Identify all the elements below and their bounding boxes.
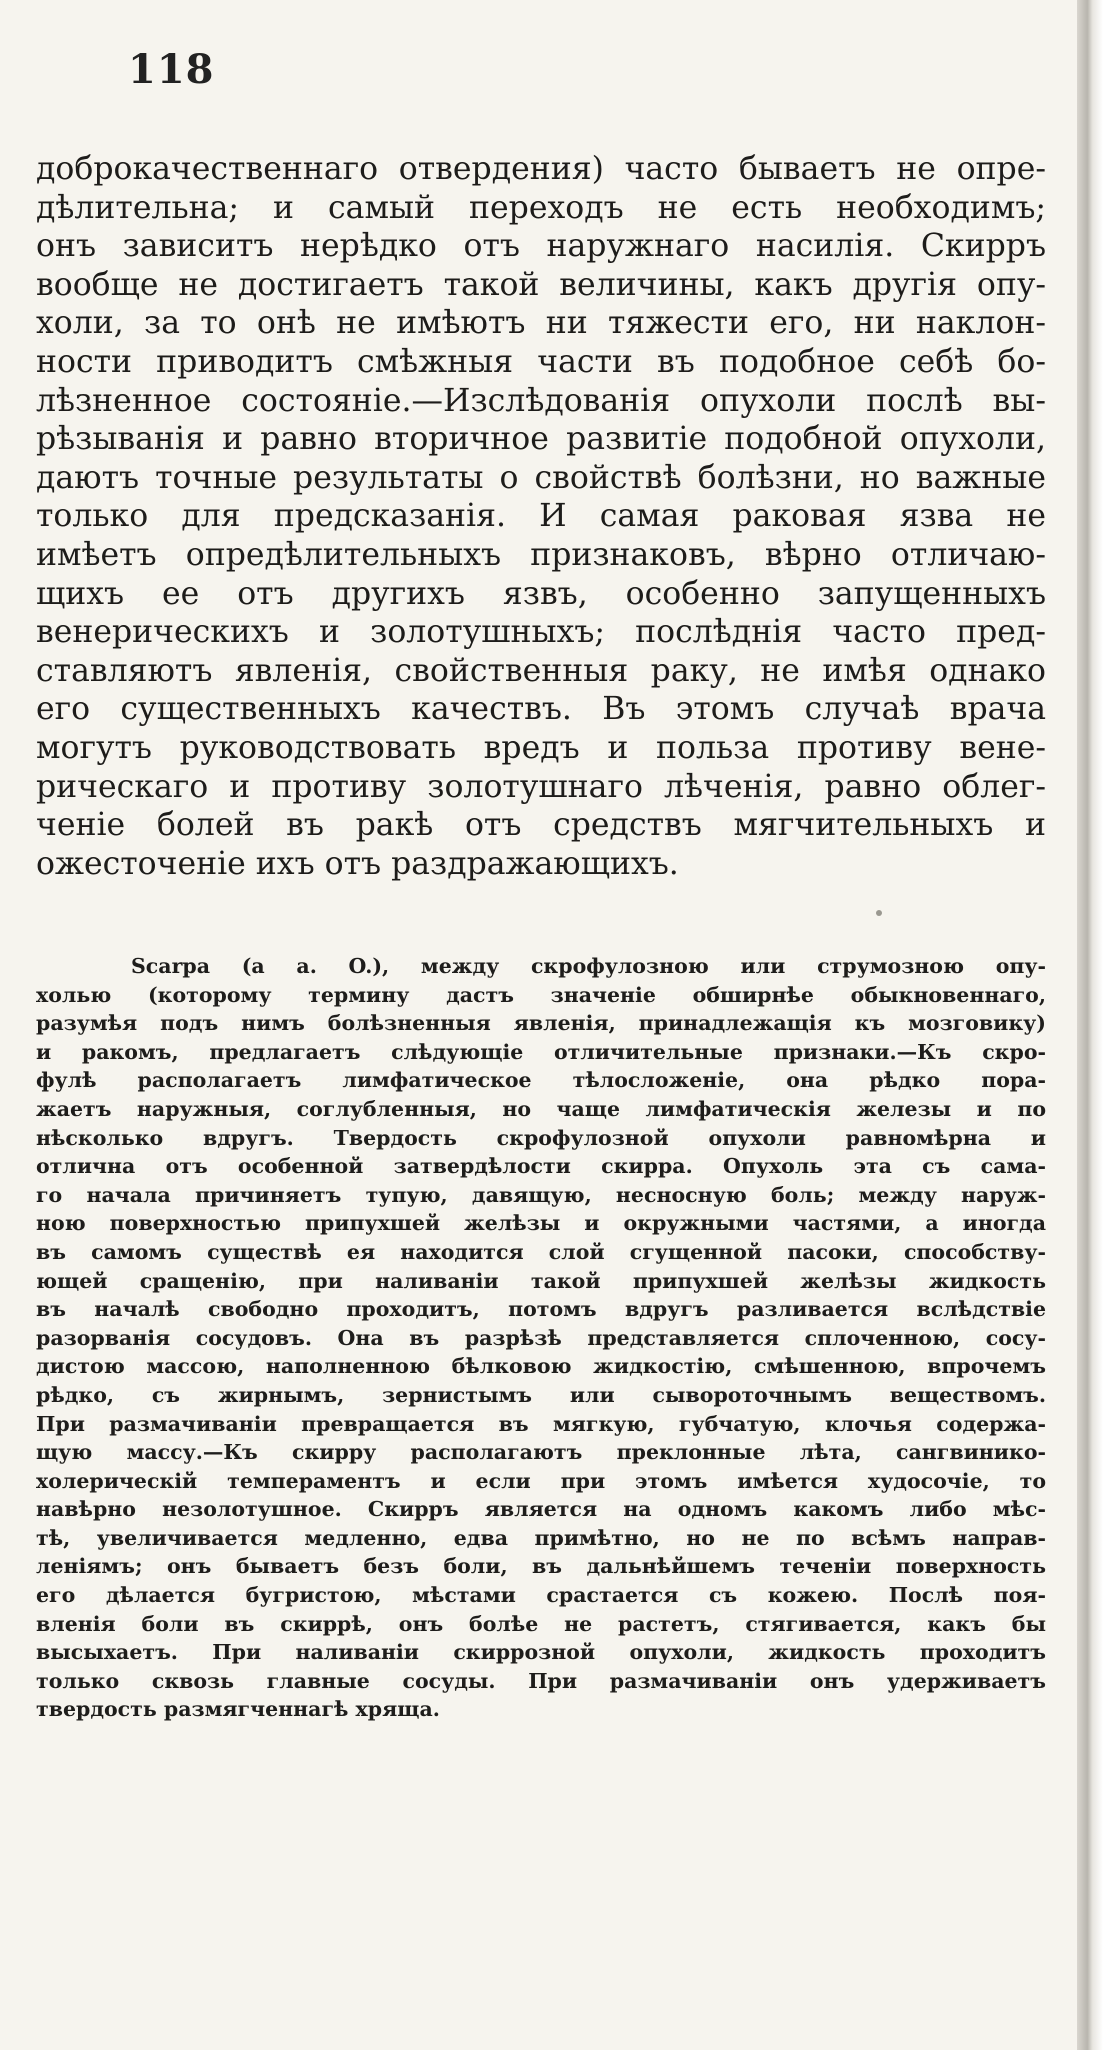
text-line: могутъ руководствовать вредъ и польза противу вене- [36,729,1046,766]
page-number: 118 [128,46,215,93]
text-line: ности приводитъ смѣжныя части въ подобное себѣ бо- [36,343,1046,380]
text-line: ожесточеніе ихъ отъ раздражающихъ. [36,845,679,882]
footnote-line: го начала причиняетъ тупую, давящую, несносную боль; между наруж- [36,1182,1046,1207]
footnote-line: твердость размягченнагѣ хряща. [36,1697,440,1722]
text-line: рическаго и противу золотушнаго лѣченія, равно облег- [36,768,1046,805]
footnote-line: вленія боли въ скиррѣ, онъ болѣе не растетъ, стягивается, какъ бы [36,1611,1046,1636]
text-line: вообще не достигаетъ такой величины, какъ другія опу- [36,266,1046,303]
footnote-line: высыхаетъ. При наливаніи скиррозной опухоли, жидкость проходитъ [36,1640,1046,1665]
footnote-line: дистою массою, наполненною бѣлковою жидкостію, смѣшенною, впрочемъ [36,1354,1046,1379]
text-line: дѣлительна; и самый переходъ не есть необходимъ; [36,189,1046,226]
footnote-line: холерическій темпераментъ и если при этомъ имѣется худосочіе, то [36,1468,1046,1493]
footnote-line: въ началѣ свободно проходитъ, потомъ вдругъ разливается вслѣдствіе [36,1297,1046,1322]
ink-speck [876,910,882,916]
text-line: лѣзненное состояніе.—Изслѣдованія опухоли послѣ вы- [36,382,1046,419]
footnote-line: ющей сращенію, при наливаніи такой припухшей желѣзы жидкость [36,1268,1046,1293]
footnote-line: фулѣ располагаетъ лимфатическое тѣлосложеніе, она рѣдко пора- [36,1068,1046,1093]
footnote-line: жаетъ наружныя, соглубленныя, но чаще лимфатическія железы и по [36,1096,1046,1121]
page-edge-shadow [1077,0,1103,2050]
footnote-line: его дѣлается бугристою, мѣстами срастается съ кожею. Послѣ поя- [36,1583,1046,1608]
footnote-line: и ракомъ, предлагаетъ слѣдующіе отличительные признаки.—Къ скро- [36,1039,1046,1064]
text-line: его существенныхъ качествъ. Въ этомъ случаѣ врача [36,691,1046,728]
footnote-line: При размачиваніи превращается въ мягкую, губчатую, клочья содержа- [36,1411,1046,1436]
text-line: имѣетъ опредѣлительныхъ признаковъ, вѣрно отличаю- [36,536,1046,573]
footnote-line: разумѣя подъ нимъ болѣзненныя явленія, принадлежащія къ мозговику) [36,1011,1046,1036]
text-line: ставляютъ явленія, свойственныя раку, не имѣя однако [36,652,1046,689]
footnote-line: разорванія сосудовъ. Она въ разрѣзѣ представляется сплоченною, сосу- [36,1325,1046,1350]
text-line: холи, за то онѣ не имѣютъ ни тяжести его, ни наклон- [36,305,1046,342]
text-line: щихъ ее отъ другихъ язвъ, особенно запущенныхъ [36,575,1046,612]
main-text-block [36,150,1046,883]
footnote-line: ною поверхностью припухшей желѣзы и окружными частями, а иногда [36,1211,1046,1236]
footnote-line: отлична отъ особенной затвердѣлости скирра. Опухоль эта съ сама- [36,1154,1046,1179]
footnote-line: нѣсколько вдругъ. Твердость скрофулозной опухоли равномѣрна и [36,1125,1046,1150]
footnote-line: навѣрно незолотушное. Скирръ является на одномъ какомъ либо мѣс- [36,1497,1046,1522]
text-line: ченіе болей въ ракѣ отъ средствъ мягчительныхъ и [36,807,1046,844]
text-line: рѣзыванія и равно вторичное развитіе подобной опухоли, [36,421,1046,458]
text-line: только для предсказанія. И самая раковая язва не [36,498,1046,535]
text-line: даютъ точные результаты о свойствѣ болѣзни, но важные [36,459,1046,496]
footnote-block [36,952,1046,1724]
footnote-line: въ самомъ существѣ ея находится слой сгущенной пасоки, способству- [36,1239,1046,1264]
footnote-line: только сквозь главные сосуды. При размачиваніи онъ удерживаетъ [36,1668,1046,1693]
text-line: онъ зависитъ нерѣдко отъ наружнаго насилія. Скирръ [36,228,1046,265]
footnote-line: леніямъ; онъ бываетъ безъ боли, въ дальнѣйшемъ теченіи поверхность [36,1554,1046,1579]
footnote-line: Scarpa (a a. O.), между скрофулозною или струмозною опу- [131,954,1046,978]
text-line: венерическихъ и золотушныхъ; послѣднія часто пред- [36,614,1046,651]
footnote-line: щую массу.—Къ скирру располагаютъ преклонные лѣта, сангвинико- [36,1440,1046,1465]
footnote-line: холью (которому термину дастъ значеніе обширнѣе обыкновеннаго, [36,982,1046,1007]
footnote-line: тѣ, увеличивается медленно, едва примѣтно, но не по всѣмъ направ- [36,1525,1046,1550]
text-line: доброкачественнаго отвердения) часто бываетъ не опре- [36,151,1046,187]
footnote-line: рѣдко, съ жирнымъ, зернистымъ или сывороточнымъ веществомъ. [36,1382,1046,1407]
